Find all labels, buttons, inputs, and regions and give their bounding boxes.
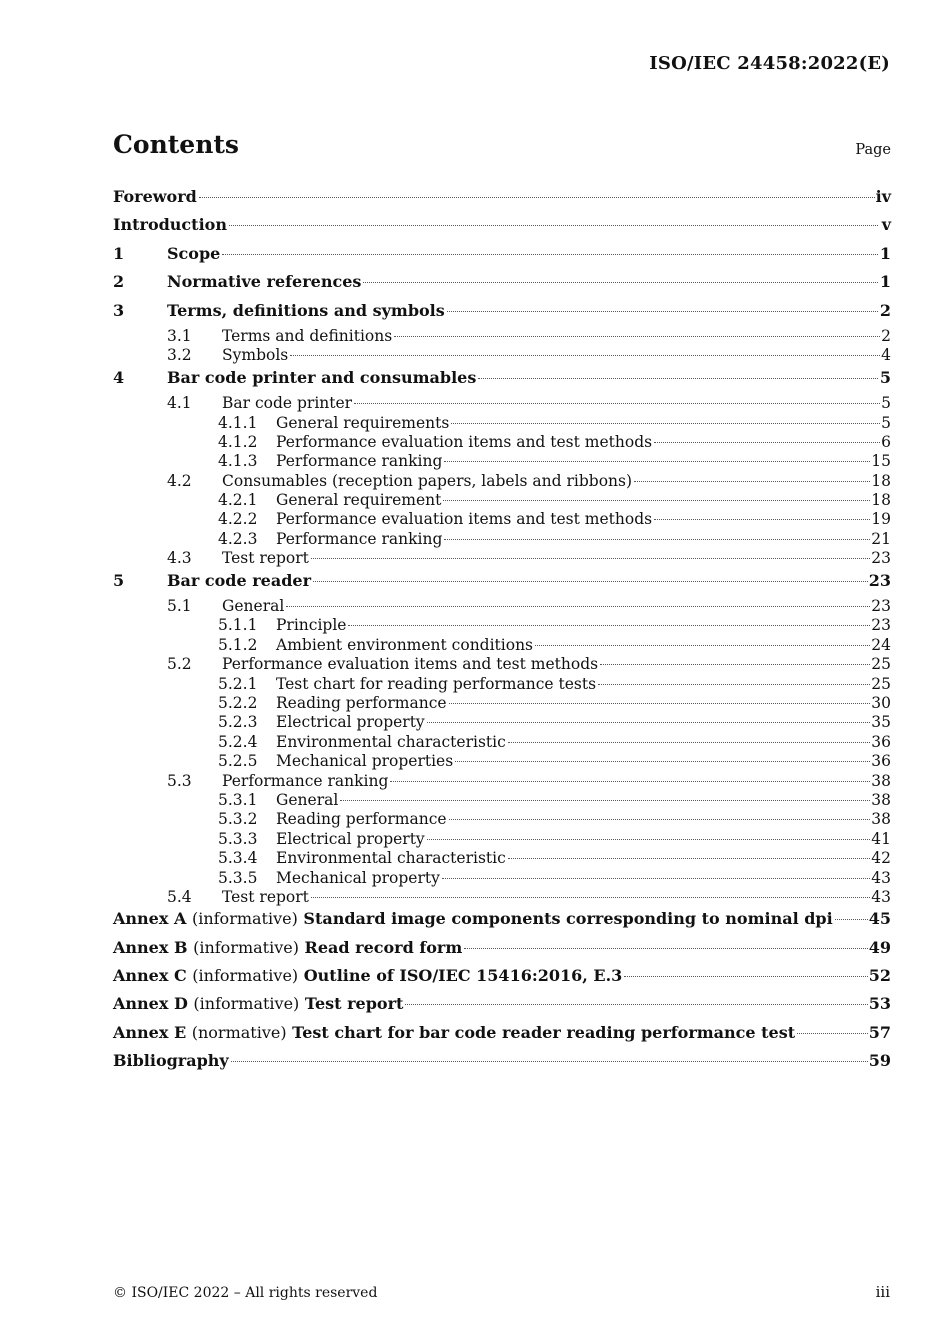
toc-entry[interactable] xyxy=(113,992,891,1020)
toc-entry[interactable] xyxy=(113,791,891,810)
dot-leader xyxy=(444,461,870,462)
toc-entry-number: 5.3.3 xyxy=(218,829,258,848)
toc-entry-number: 5.1 xyxy=(167,597,192,616)
dot-leader xyxy=(442,878,870,879)
toc-entry[interactable] xyxy=(113,694,891,713)
dot-leader xyxy=(363,282,878,283)
toc-entry-number: 4.2.2 xyxy=(218,510,258,529)
toc-entry[interactable] xyxy=(113,185,891,213)
dot-leader xyxy=(478,378,878,379)
toc-entry-number: 5.4 xyxy=(167,887,192,906)
toc-entry[interactable] xyxy=(113,327,891,346)
toc-entry-title: Bar code printer and consumables xyxy=(167,367,477,387)
toc-entry-number: 5.3.5 xyxy=(218,868,258,887)
dot-leader xyxy=(797,1033,868,1034)
copyright-notice: © ISO/IEC 2022 – All rights reserved xyxy=(113,1285,378,1301)
toc-entry-page: 23 xyxy=(871,616,891,635)
annex-title: Test chart for bar code reader reading performance test xyxy=(292,1022,796,1042)
toc-entry[interactable] xyxy=(113,772,891,791)
toc-entry-title: Ambient environment conditions xyxy=(276,635,534,654)
toc-entry-number: 3.2 xyxy=(167,346,192,365)
toc-entry-number: 5.2.3 xyxy=(218,713,258,732)
toc-entry[interactable] xyxy=(113,655,891,674)
toc-entry-title: Reading performance xyxy=(276,693,447,712)
annex-label: Annex A xyxy=(113,909,187,929)
toc-entry-title: Environmental characteristic xyxy=(276,849,506,868)
toc-entry-number: 5.2.4 xyxy=(218,732,258,751)
toc-entry-title xyxy=(113,907,833,931)
toc-entry-page: 1 xyxy=(879,243,891,263)
toc-entry-title: Performance evaluation items and test methods xyxy=(222,655,599,674)
toc-entry[interactable] xyxy=(113,242,891,270)
dot-leader xyxy=(654,442,880,443)
toc-entry-number: 4.1.2 xyxy=(218,432,258,451)
dot-leader xyxy=(313,581,868,582)
toc-entry-title xyxy=(113,936,462,960)
annex-kind: (informative) xyxy=(193,937,299,957)
toc-entry-page: 38 xyxy=(871,771,891,790)
toc-entry-number: 5.3.4 xyxy=(218,849,258,868)
toc-entry[interactable] xyxy=(113,713,891,732)
toc-entry-title: Electrical property xyxy=(276,713,425,732)
dot-leader xyxy=(624,976,867,977)
toc-entry-page: 19 xyxy=(871,510,891,529)
toc-entry-number: 1 xyxy=(113,243,125,263)
toc-entry[interactable] xyxy=(113,510,891,529)
toc-entry[interactable] xyxy=(113,752,891,771)
toc-entry-page: 25 xyxy=(871,674,891,693)
dot-leader xyxy=(286,606,870,607)
toc-entry-title: Test report xyxy=(222,887,309,906)
toc-entry-title: General xyxy=(276,790,339,809)
toc-entry[interactable] xyxy=(113,433,891,452)
toc-entry[interactable] xyxy=(113,636,891,655)
toc-entry-page: 45 xyxy=(868,909,891,929)
toc-entry-title: Performance evaluation items and test methods xyxy=(276,432,653,451)
toc-entry-page: v xyxy=(881,215,891,235)
toc-entry-title: Environmental characteristic xyxy=(276,732,506,751)
dot-leader xyxy=(508,742,870,743)
toc-entry-title: Introduction xyxy=(113,215,227,235)
annex-title: Read record form xyxy=(304,937,463,957)
toc-entry-title: Performance ranking xyxy=(276,452,443,471)
annex-label: Annex B xyxy=(113,937,188,957)
toc-entry-title: Terms and definitions xyxy=(222,326,393,345)
annex-title: Standard image components corresponding to nominal dpi xyxy=(303,909,833,929)
toc-entry[interactable] xyxy=(113,830,891,849)
toc-entry-page: 49 xyxy=(868,937,891,957)
toc-entry-title: Performance ranking xyxy=(222,771,389,790)
toc-entry-title: Normative references xyxy=(167,272,362,292)
toc-entry-number: 5.3.1 xyxy=(218,790,258,809)
toc-entry-page: 25 xyxy=(871,655,891,674)
toc-entry-title: Mechanical properties xyxy=(276,752,454,771)
toc-entry-number: 3.1 xyxy=(167,326,192,345)
toc-entry-title: Foreword xyxy=(113,187,197,206)
annex-kind: (informative) xyxy=(192,966,299,986)
toc-entry[interactable] xyxy=(113,849,891,868)
toc-entry-title: Terms, definitions and symbols xyxy=(167,300,445,320)
toc-entry-number: 5.1.2 xyxy=(218,635,258,654)
dot-leader xyxy=(535,645,870,646)
toc-entry[interactable] xyxy=(113,733,891,752)
toc-entry-title: Performance ranking xyxy=(276,529,443,548)
toc-entry-page: 36 xyxy=(871,752,891,771)
page-title: Contents xyxy=(113,130,240,159)
toc-entry-page: 5 xyxy=(879,367,891,387)
dot-leader xyxy=(449,819,871,820)
toc-entry-page: 2 xyxy=(879,300,891,320)
toc-entry[interactable] xyxy=(113,569,891,597)
toc-entry[interactable] xyxy=(113,936,891,964)
toc-entry-title xyxy=(113,992,403,1016)
toc-entry[interactable] xyxy=(113,270,891,298)
dot-leader xyxy=(634,481,870,482)
dot-leader xyxy=(199,197,875,198)
toc-entry[interactable] xyxy=(113,414,891,433)
toc-entry[interactable] xyxy=(113,1021,891,1049)
toc-entry-page: 59 xyxy=(868,1051,891,1071)
toc-entry-page: 23 xyxy=(868,570,891,590)
toc-entry-title: Bibliography xyxy=(113,1051,229,1071)
annex-label: Annex C xyxy=(113,966,187,986)
toc-entry-page: 5 xyxy=(881,394,891,413)
toc-entry-title xyxy=(113,964,622,988)
toc-entry-page: 18 xyxy=(871,491,891,510)
toc-entry-number: 5 xyxy=(113,570,125,590)
toc-entry[interactable] xyxy=(113,869,891,888)
toc-entry-page: 4 xyxy=(881,346,891,365)
toc-entry-page: 38 xyxy=(871,810,891,829)
toc-entry-page: 18 xyxy=(871,471,891,490)
dot-leader xyxy=(444,539,870,540)
toc-entry-page: 42 xyxy=(871,849,891,868)
toc-entry-page: 24 xyxy=(871,635,891,654)
dot-leader xyxy=(405,1004,867,1005)
toc-entry-page: 38 xyxy=(871,790,891,809)
toc-entry-number: 4.1.3 xyxy=(218,452,258,471)
dot-leader xyxy=(835,919,868,920)
dot-leader xyxy=(464,948,867,949)
toc-entry[interactable] xyxy=(113,597,891,616)
toc-entry-number: 4.2.3 xyxy=(218,529,258,548)
annex-kind: (informative) xyxy=(191,909,298,929)
toc-entry-page: iv xyxy=(875,187,891,206)
page-column-label: Page xyxy=(855,142,891,158)
document-id: ISO/IEC 24458:2022(E) xyxy=(649,53,890,74)
toc-entry[interactable] xyxy=(113,616,891,635)
dot-leader xyxy=(443,500,870,501)
toc-entry-title: Reading performance xyxy=(276,810,447,829)
toc-entry[interactable] xyxy=(113,472,891,491)
toc-entry-title xyxy=(113,1021,795,1045)
toc-entry-number: 4.1.1 xyxy=(218,413,258,432)
dot-leader xyxy=(600,664,870,665)
toc-entry-title: General requirements xyxy=(276,413,450,432)
toc-entry[interactable] xyxy=(113,299,891,327)
toc-entry-page: 57 xyxy=(868,1022,891,1042)
dot-leader xyxy=(455,761,870,762)
annex-label: Annex D xyxy=(113,994,188,1014)
toc-entry-number: 3 xyxy=(113,300,125,320)
annex-kind: (informative) xyxy=(193,994,300,1014)
dot-leader xyxy=(348,625,870,626)
page-number: iii xyxy=(875,1283,890,1301)
toc-entry-title: Bar code printer xyxy=(222,394,353,413)
dot-leader xyxy=(447,311,878,312)
dot-leader xyxy=(390,781,870,782)
toc-entry-number: 4 xyxy=(113,367,125,387)
toc-entry-page: 30 xyxy=(871,693,891,712)
toc-entry-page: 5 xyxy=(881,413,891,432)
toc-entry-title: Performance evaluation items and test methods xyxy=(276,510,653,529)
toc-entry-page: 6 xyxy=(881,432,891,451)
toc-entry-title: Test chart for reading performance tests xyxy=(276,674,597,693)
table-of-contents xyxy=(113,185,891,1078)
toc-entry-page: 2 xyxy=(881,326,891,345)
toc-entry-title: Symbols xyxy=(222,346,289,365)
dot-leader xyxy=(654,519,870,520)
toc-entry-page: 21 xyxy=(871,529,891,548)
toc-entry-number: 5.3.2 xyxy=(218,810,258,829)
toc-entry-title: Mechanical property xyxy=(276,868,440,887)
toc-entry-title: Bar code reader xyxy=(167,570,312,590)
toc-entry-number: 4.2.1 xyxy=(218,491,258,510)
toc-entry[interactable] xyxy=(113,530,891,549)
dot-leader xyxy=(354,403,880,404)
toc-entry-number: 4.2 xyxy=(167,471,192,490)
toc-entry-page: 43 xyxy=(871,887,891,906)
toc-entry-title: General requirement xyxy=(276,491,442,510)
dot-leader xyxy=(231,1061,868,1062)
toc-entry-title: Consumables (reception papers, labels and ribbons) xyxy=(222,471,633,490)
toc-entry-title: Principle xyxy=(276,616,347,635)
annex-label: Annex E xyxy=(113,1022,187,1042)
toc-entry[interactable] xyxy=(113,675,891,694)
toc-entry[interactable] xyxy=(113,452,891,471)
toc-entry-number: 4.1 xyxy=(167,394,192,413)
toc-entry[interactable] xyxy=(113,346,891,365)
dot-leader xyxy=(508,858,870,859)
dot-leader xyxy=(451,423,880,424)
toc-entry-number: 5.2.1 xyxy=(218,674,258,693)
dot-leader xyxy=(311,558,870,559)
toc-entry[interactable] xyxy=(113,964,891,992)
dot-leader xyxy=(427,839,871,840)
toc-entry-number: 5.3 xyxy=(167,771,192,790)
dot-leader xyxy=(222,254,878,255)
annex-title: Outline of ISO/IEC 15416:2016, E.3 xyxy=(303,966,623,986)
toc-entry[interactable] xyxy=(113,366,891,394)
toc-entry[interactable] xyxy=(113,810,891,829)
dot-leader xyxy=(311,897,870,898)
toc-entry-number: 5.2.5 xyxy=(218,752,258,771)
toc-entry-page: 52 xyxy=(868,966,891,986)
toc-entry[interactable] xyxy=(113,907,891,935)
toc-entry-page: 1 xyxy=(879,272,891,292)
toc-entry-number: 5.1.1 xyxy=(218,616,258,635)
dot-leader xyxy=(449,703,871,704)
toc-entry[interactable] xyxy=(113,394,891,413)
toc-entry-page: 35 xyxy=(871,713,891,732)
toc-entry[interactable] xyxy=(113,1049,891,1077)
toc-entry-page: 15 xyxy=(871,452,891,471)
toc-entry-page: 41 xyxy=(871,829,891,848)
toc-entry-title: Test report xyxy=(222,549,309,568)
toc-entry-number: 4.3 xyxy=(167,549,192,568)
annex-kind: (normative) xyxy=(191,1022,287,1042)
dot-leader xyxy=(394,336,880,337)
toc-entry-number: 5.2 xyxy=(167,655,192,674)
toc-entry-number: 2 xyxy=(113,272,125,292)
dot-leader xyxy=(427,722,871,723)
dot-leader xyxy=(340,800,870,801)
dot-leader xyxy=(598,684,870,685)
toc-entry-title: Electrical property xyxy=(276,829,425,848)
toc-entry[interactable] xyxy=(113,213,891,241)
toc-entry-page: 43 xyxy=(871,868,891,887)
dot-leader xyxy=(290,355,880,356)
toc-entry-page: 36 xyxy=(871,732,891,751)
toc-entry-number: 5.2.2 xyxy=(218,693,258,712)
toc-entry-title: General xyxy=(222,597,285,616)
toc-entry-title: Scope xyxy=(167,243,221,263)
toc-entry[interactable] xyxy=(113,888,891,907)
dot-leader xyxy=(229,225,878,226)
toc-entry-page: 53 xyxy=(868,994,891,1014)
toc-entry-page: 23 xyxy=(871,597,891,616)
toc-entry[interactable] xyxy=(113,491,891,510)
toc-entry[interactable] xyxy=(113,549,891,568)
annex-title: Test report xyxy=(304,994,404,1014)
toc-entry-page: 23 xyxy=(871,549,891,568)
